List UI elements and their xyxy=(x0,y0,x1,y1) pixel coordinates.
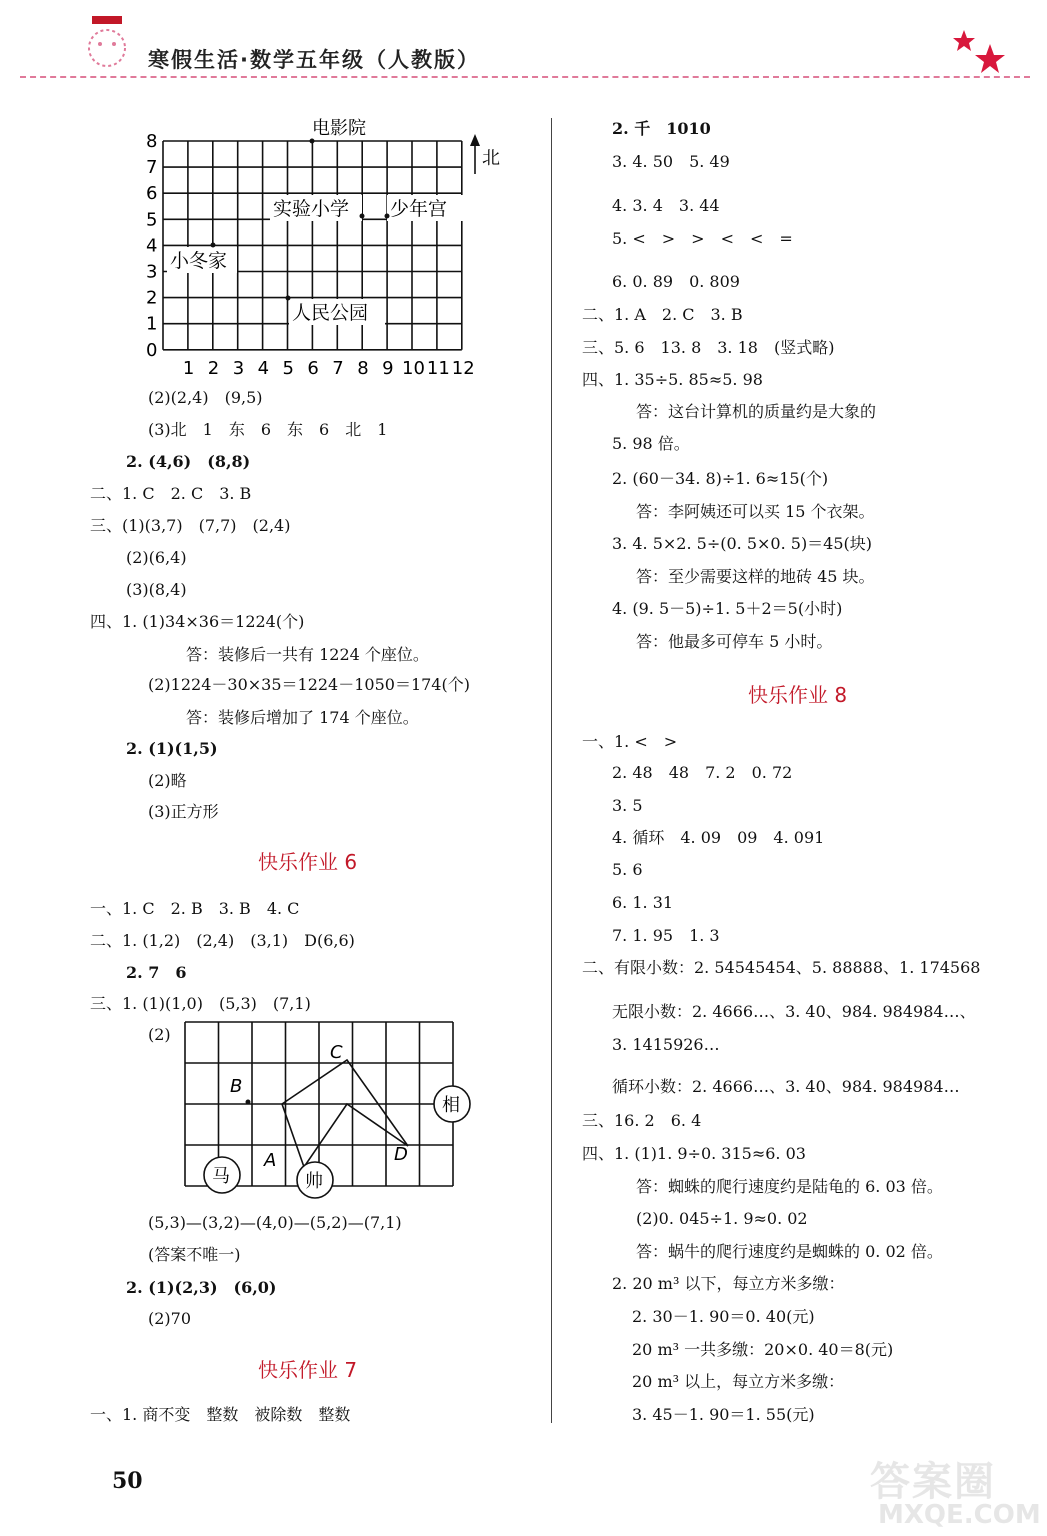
answer-line: 2. 30－1. 90＝0. 40(元) xyxy=(632,1307,815,1326)
answer-line: 答：蜗牛的爬行速度约是蜘蛛的 0. 02 倍。 xyxy=(636,1242,943,1261)
chess-path-grid xyxy=(180,1018,480,1208)
answer-line: (5,3)—(3,2)—(4,0)—(5,2)—(7,1) xyxy=(148,1213,402,1232)
answer-line: 三、5. 6 13. 8 3. 18 (竖式略) xyxy=(582,338,835,357)
y-tick-label: 5 xyxy=(146,209,158,231)
answer-line: 3. 4. 5×2. 5÷(0. 5×0. 5)＝45(块) xyxy=(612,534,873,553)
answer-line: 一、1. < > xyxy=(582,732,678,751)
coordinate-grid-map xyxy=(130,112,510,382)
answer-line: 答：蜘蛛的爬行速度约是陆龟的 6. 03 倍。 xyxy=(636,1177,943,1196)
grid-top-label: 电影院 xyxy=(312,118,366,139)
x-tick-label: 7 xyxy=(332,357,344,379)
answer-line: 5. < > > < < = xyxy=(612,229,793,248)
answer-line: 20 m³ 以上，每立方米多缴： xyxy=(632,1372,845,1391)
header-divider xyxy=(20,76,1030,78)
point-label-a: A xyxy=(264,1150,277,1171)
answer-line: 2. 20 m³ 以下，每立方米多缴： xyxy=(612,1274,845,1293)
answer-line: 答：这台计算机的质量约是大象的 xyxy=(636,402,877,421)
answer-line: (3)北 1 东 6 东 6 北 1 xyxy=(148,420,388,439)
y-tick-label: 3 xyxy=(146,261,158,283)
answer-line: 一、1. C 2. B 3. B 4. C xyxy=(90,899,300,918)
x-tick-label: 8 xyxy=(357,357,369,379)
x-tick-label: 12 xyxy=(451,357,475,379)
point-label-d: D xyxy=(394,1144,408,1165)
answer-line: 三、1. (1)(1,0) (5,3) (7,1) xyxy=(90,994,311,1013)
section-title-6: 快乐作业 6 xyxy=(258,850,358,874)
answer-line: 4. (9. 5－5)÷1. 5＋2＝5(小时) xyxy=(612,599,843,618)
place-label-home: 小冬家 xyxy=(170,250,228,272)
answer-line: 二、1. C 2. C 3. B xyxy=(90,484,252,503)
answer-line: 4. 循环 4. 09 09 4. 091 xyxy=(612,828,825,847)
x-tick-label: 11 xyxy=(426,357,450,379)
answer-line: 二、1. (1,2) (2,4) (3,1) D(6,6) xyxy=(90,931,355,950)
answer-line: 3. 1415926… xyxy=(612,1035,720,1054)
y-tick-label: 1 xyxy=(146,313,158,335)
answer-line: 6. 0. 89 0. 809 xyxy=(612,272,740,291)
answer-line: 无限小数：2. 4666…、3. 40、984. 984984…、 xyxy=(612,1002,976,1021)
answer-line: 一、1. 商不变 整数 被除数 整数 xyxy=(90,1405,351,1424)
answer-line: (2)略 xyxy=(148,771,187,790)
place-label-park: 人民公园 xyxy=(292,302,369,324)
answer-line: 20 m³ 一共多缴：20×0. 40＝8(元) xyxy=(632,1340,894,1359)
answer-line: (2) xyxy=(148,1025,171,1044)
answer-line: 三、16. 2 6. 4 xyxy=(582,1111,702,1130)
answer-line: (3)正方形 xyxy=(148,802,219,821)
column-divider xyxy=(551,118,552,1423)
answer-line: 2. (4,6) (8,8) xyxy=(126,452,251,471)
answer-line: 三、(1)(3,7) (7,7) (2,4) xyxy=(90,516,291,535)
answer-line: 四、1. (1)34×36＝1224(个) xyxy=(90,612,305,631)
answer-line: 答：装修后增加了 174 个座位。 xyxy=(186,708,419,727)
answer-line: 3. 45－1. 90＝1. 55(元) xyxy=(632,1405,815,1424)
x-tick-label: 2 xyxy=(207,357,220,379)
answer-line: (答案不唯一) xyxy=(148,1245,241,1264)
x-tick-label: 3 xyxy=(232,357,245,379)
answer-line: 答：至少需要这样的地砖 45 块。 xyxy=(636,567,875,586)
answer-line: 2. 千 1010 xyxy=(612,119,711,138)
answer-line: 7. 1. 95 1. 3 xyxy=(612,926,720,945)
y-tick-label: 4 xyxy=(146,235,158,257)
y-tick-label: 8 xyxy=(146,131,158,152)
answer-line: 6. 1. 31 xyxy=(612,893,674,912)
place-label-youth-palace: 少年宫 xyxy=(390,198,448,220)
answer-line: (2)(2,4) (9,5) xyxy=(148,388,263,407)
answer-line: 4. 3. 4 3. 44 xyxy=(612,196,720,215)
section-title-7: 快乐作业 7 xyxy=(258,1358,358,1382)
answer-line: (3)(8,4) xyxy=(126,580,187,599)
answer-line: 二、1. A 2. C 3. B xyxy=(582,305,743,324)
y-tick-label: 7 xyxy=(146,157,158,179)
answer-line: 答：他最多可停车 5 小时。 xyxy=(636,632,833,651)
chess-piece-shuai: 帅 xyxy=(305,1171,323,1192)
answer-line: 3. 4. 50 5. 49 xyxy=(612,152,730,171)
section-title-8: 快乐作业 8 xyxy=(748,683,848,707)
north-label: 北 xyxy=(482,148,500,169)
answer-line: 循环小数：2. 4666…、3. 40、984. 984984… xyxy=(612,1077,960,1096)
answer-line: 2. (1)(2,3) (6,0) xyxy=(126,1278,277,1297)
answer-line: 2. 48 48 7. 2 0. 72 xyxy=(612,763,793,782)
answer-line: 2. 7 6 xyxy=(126,963,187,982)
y-tick-label: 2 xyxy=(146,287,158,309)
x-tick-label: 9 xyxy=(382,357,394,379)
x-tick-label: 4 xyxy=(257,357,270,379)
y-tick-label: 6 xyxy=(146,183,158,205)
answer-line: (2)1224－30×35＝1224－1050＝174(个) xyxy=(148,675,470,694)
point-label-b: B xyxy=(230,1076,243,1097)
x-tick-label: 5 xyxy=(282,357,294,379)
place-label-school: 实验小学 xyxy=(273,198,350,220)
answer-line: (2)(6,4) xyxy=(126,548,187,567)
answer-line: 2. (1)(1,5) xyxy=(126,739,218,758)
point-label-c: C xyxy=(330,1042,343,1063)
watermark-url: MXQE.COM xyxy=(878,1500,1041,1530)
answer-line: 四、1. 35÷5. 85≈5. 98 xyxy=(582,370,763,389)
x-tick-label: 6 xyxy=(307,357,319,379)
chess-piece-xiang: 相 xyxy=(442,1095,460,1116)
x-tick-label: 10 xyxy=(402,357,425,379)
chess-piece-ma: 马 xyxy=(212,1166,230,1187)
answer-line: 2. (60－34. 8)÷1. 6≈15(个) xyxy=(612,469,829,488)
answer-line: 答：装修后一共有 1224 个座位。 xyxy=(186,645,429,664)
answer-line: 5. 98 倍。 xyxy=(612,434,690,453)
answer-line: 3. 5 xyxy=(612,796,643,815)
answer-line: 二、有限小数：2. 54545454、5. 88888、1. 174568 xyxy=(582,958,981,977)
answer-line: (2)70 xyxy=(148,1309,192,1328)
answer-line: (2)0. 045÷1. 9≈0. 02 xyxy=(636,1209,808,1228)
watermark-logo: 答案圈 xyxy=(870,1459,996,1505)
header-title: 寒假生活·数学五年级（人教版） xyxy=(148,48,480,72)
page-number: 50 xyxy=(112,1468,143,1494)
answer-line: 四、1. (1)1. 9÷0. 315≈6. 03 xyxy=(582,1144,806,1163)
y-tick-label: 0 xyxy=(146,339,158,361)
star-decoration-icon xyxy=(950,26,1010,76)
answer-line: 答：李阿姨还可以买 15 个衣架。 xyxy=(636,502,875,521)
page-header xyxy=(0,0,1047,90)
x-tick-label: 1 xyxy=(182,357,195,379)
cartoon-character-icon xyxy=(78,10,138,80)
answer-line: 5. 6 xyxy=(612,860,643,879)
